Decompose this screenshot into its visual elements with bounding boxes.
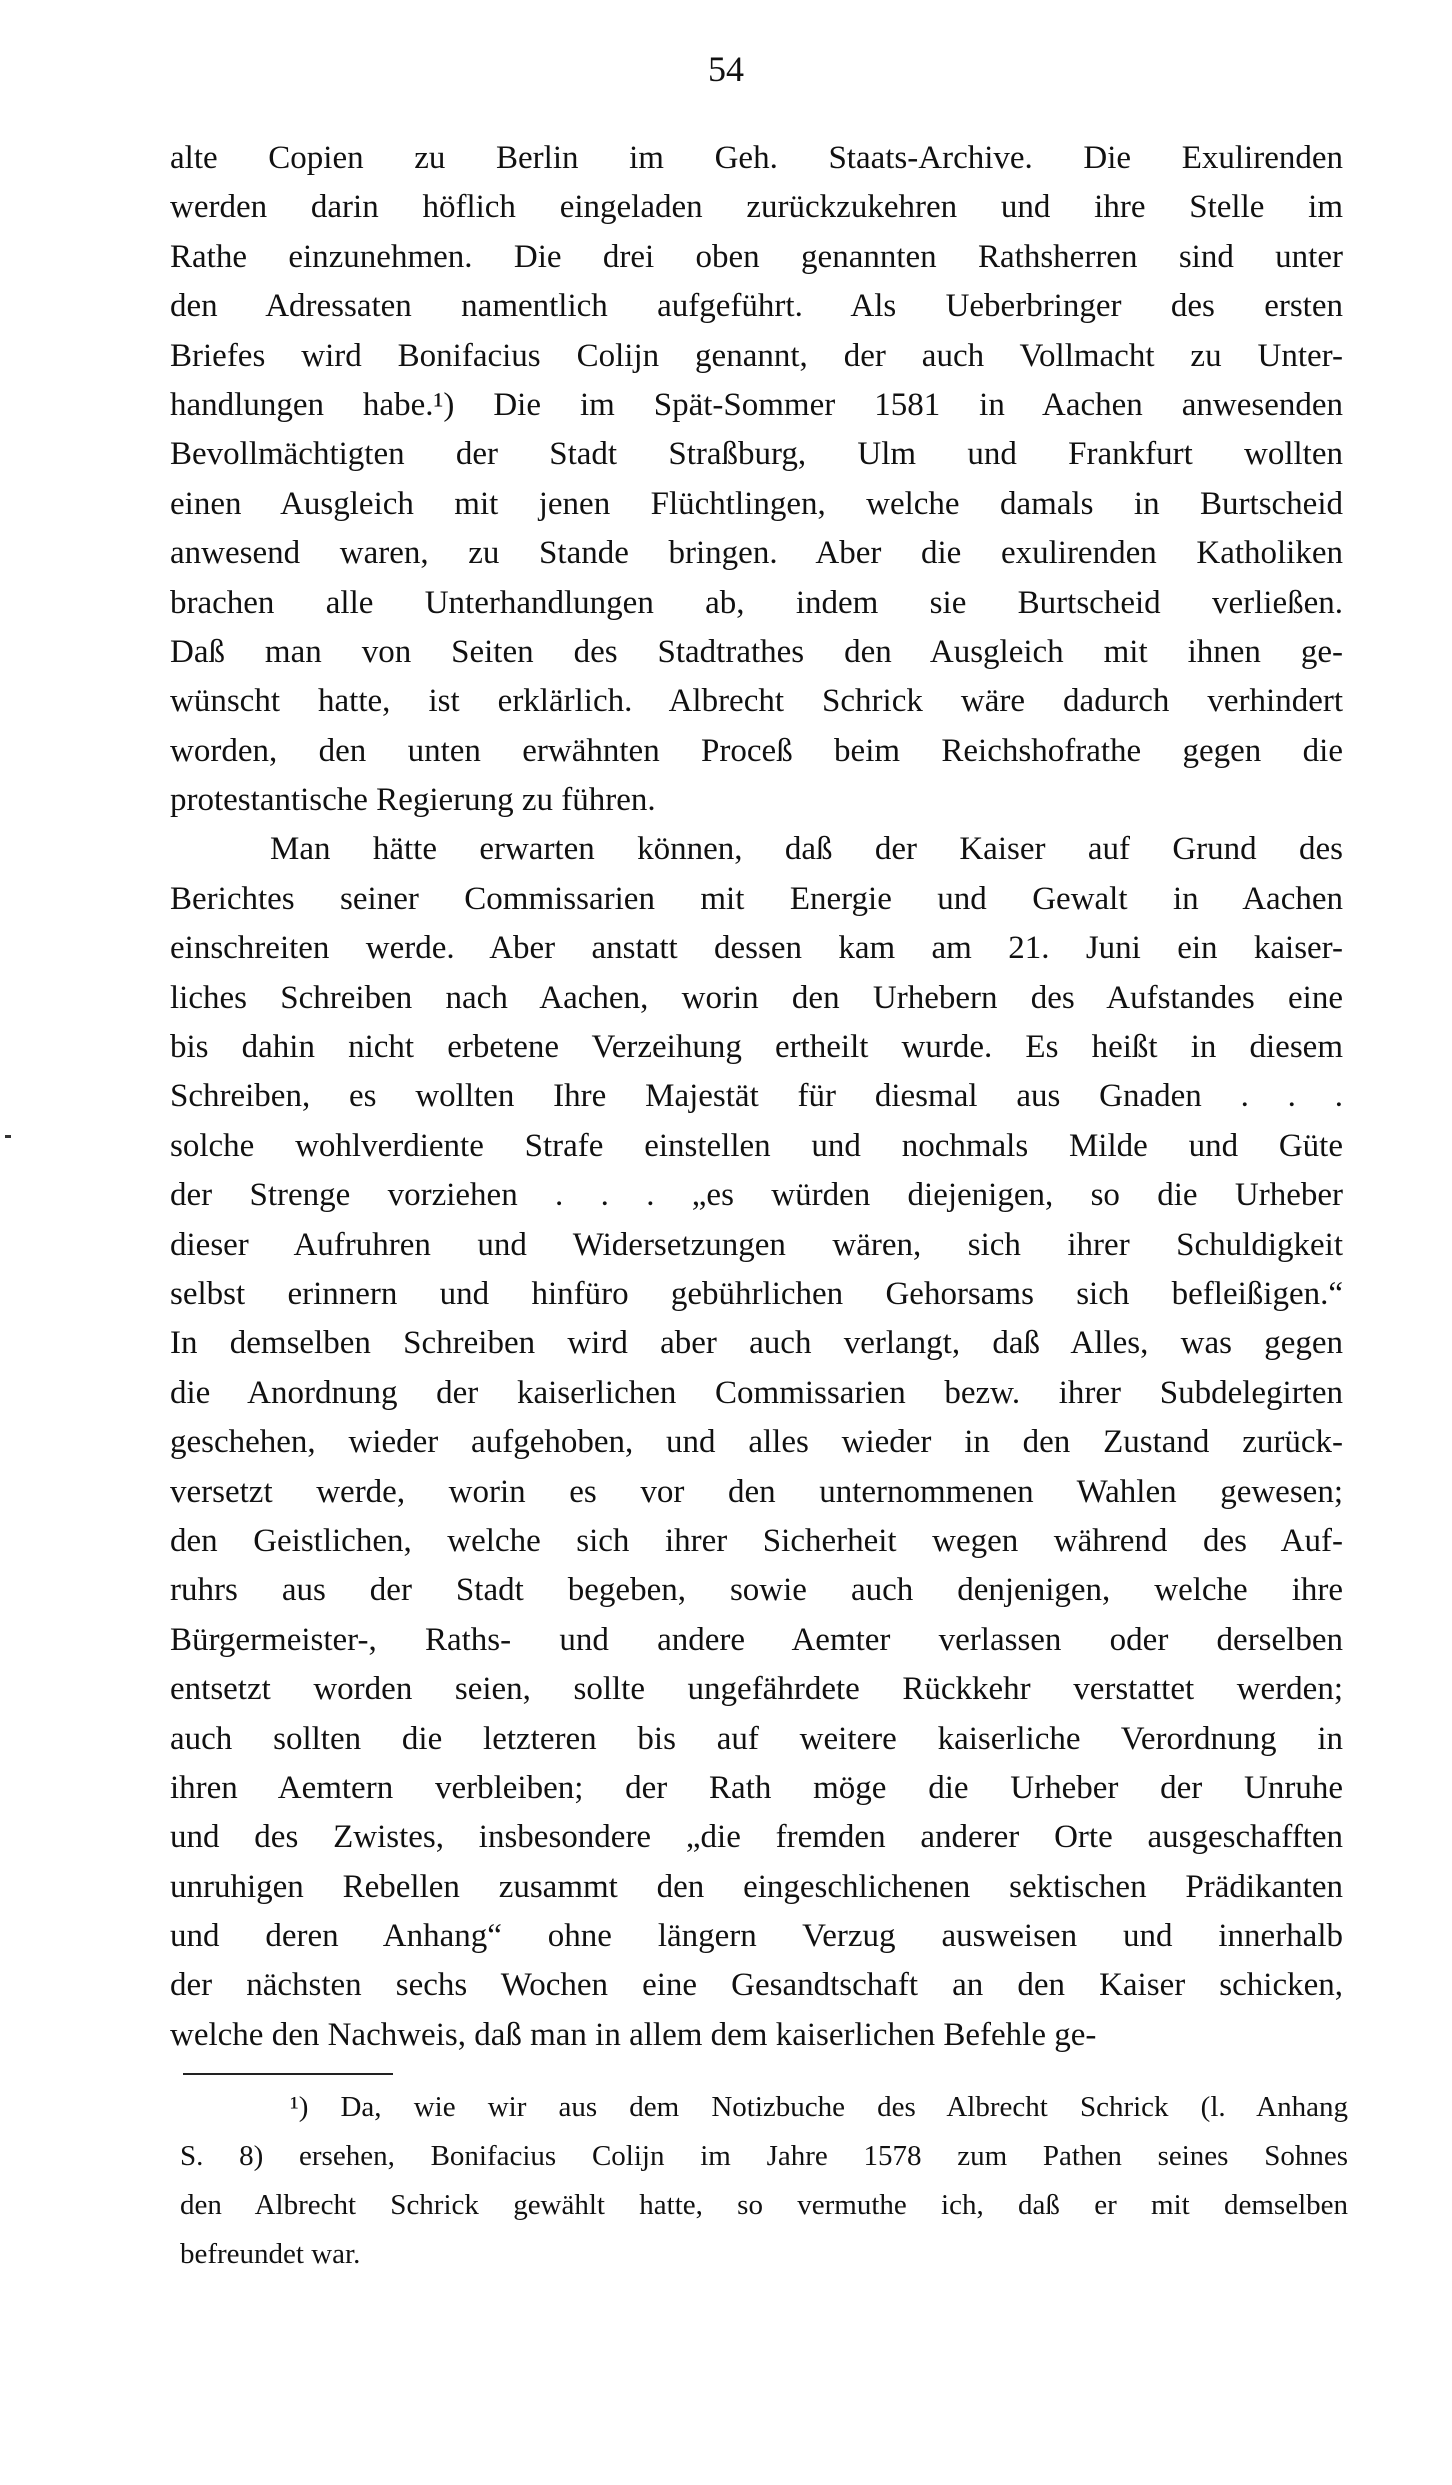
text-line: alte Copien zu Berlin im Geh. Staats-Archive. Die Exulirenden <box>170 140 1343 176</box>
text-line: wünscht hatte, ist erklärlich. Albrecht Schrick wäre dadurch verhindert <box>170 683 1343 720</box>
text-line: selbst erinnern und hinfüro gebührlichen Gehorsams sich befleißigen.“ <box>170 1275 1343 1312</box>
text-line: liches Schreiben nach Aachen, worin den Urhebern des Aufstandes eine <box>170 979 1343 1016</box>
text-line: dieser Aufruhren und Widersetzungen wären, sich ihrer Schuldigkeit <box>170 1226 1343 1263</box>
text-line: versetzt werde, worin es vor den unternommenen Wahlen gewesen; <box>170 1473 1343 1510</box>
text-line: welche den Nachweis, daß man in allem dem kaiserlichen Befehle ge- <box>170 2016 1097 2053</box>
text-line: Bevollmächtigten der Stadt Straßburg, Ulm und Frankfurt wollten <box>170 436 1343 473</box>
text-line: auch sollten die letzteren bis auf weitere kaiserliche Verordnung in <box>170 1720 1343 1757</box>
text-line: einen Ausgleich mit jenen Flüchtlingen, welche damals in Burtscheid <box>170 485 1343 522</box>
text-line: solche wohlverdiente Strafe einstellen und nochmals Milde und Güte <box>170 1127 1343 1164</box>
text-line: Daß man von Seiten des Stadtrathes den Ausgleich mit ihnen ge- <box>170 633 1343 670</box>
text-line: der Strenge vorziehen . . . „es würden diejenigen, so die Urheber <box>170 1177 1343 1214</box>
text-line: In demselben Schreiben wird aber auch verlangt, daß Alles, was gegen <box>170 1325 1343 1362</box>
text-line: ihren Aemtern verbleiben; der Rath möge die Urheber der Unruhe <box>170 1769 1343 1806</box>
text-line: brachen alle Unterhandlungen ab, indem sie Burtscheid verließen. <box>170 584 1343 621</box>
footnote-line: befreundet war. <box>180 2238 361 2270</box>
text-line: bis dahin nicht erbetene Verzeihung ertheilt wurde. Es heißt in diesem <box>170 1029 1343 1066</box>
text-line: entsetzt worden seien, sollte ungefährdete Rückkehr verstattet werden; <box>170 1671 1343 1708</box>
text-line: Schreiben, es wollten Ihre Majestät für diesmal aus Gnaden . . . <box>170 1078 1343 1115</box>
footnote-line: S. 8) ersehen, Bonifacius Colijn im Jahre 1578 zum Pathen seines Sohnes <box>180 2140 1348 2172</box>
text-line: Man hätte erwarten können, daß der Kaiser auf Grund des <box>270 831 1343 868</box>
text-line: den Geistlichen, welche sich ihrer Sicherheit wegen während des Auf- <box>170 1522 1343 1559</box>
page-number: 54 <box>708 49 744 89</box>
text-line: den Adressaten namentlich aufgeführt. Als Ueberbringer des ersten <box>170 288 1343 325</box>
text-line: einschreiten werde. Aber anstatt dessen kam am 21. Juni ein kaiser- <box>170 930 1343 967</box>
text-line: protestantische Regierung zu führen. <box>170 782 656 819</box>
text-line: Rathe einzunehmen. Die drei oben genannten Rathsherren sind unter <box>170 238 1343 275</box>
text-line: handlungen habe.¹) Die im Spät-Sommer 1581 in Aachen anwesenden <box>170 386 1343 423</box>
text-line: Berichtes seiner Commissarien mit Energie und Gewalt in Aachen <box>170 880 1343 917</box>
margin-mark <box>5 1135 11 1138</box>
text-line: die Anordnung der kaiserlichen Commissarien bezw. ihrer Subdelegirten <box>170 1374 1343 1411</box>
footnote-line: ¹) Da, wie wir aus dem Notizbuche des Albrecht Schrick (l. Anhang <box>290 2091 1348 2123</box>
text-line: werden darin höflich eingeladen zurückzukehren und ihre Stelle im <box>170 189 1343 226</box>
footnotes <box>180 2083 1348 2279</box>
footnote-line: den Albrecht Schrick gewählt hatte, so vermuthe ich, daß er mit demselben <box>180 2189 1348 2221</box>
text-line: unruhigen Rebellen zusammt den eingeschlichenen sektischen Prädikanten <box>170 1868 1343 1905</box>
text-line: anwesend waren, zu Stande bringen. Aber die exulirenden Katholiken <box>170 535 1343 572</box>
main-text <box>170 134 1343 2060</box>
text-line: geschehen, wieder aufgehoben, und alles wieder in den Zustand zurück- <box>170 1424 1343 1461</box>
text-line: Briefes wird Bonifacius Colijn genannt, der auch Vollmacht zu Unter- <box>170 337 1343 374</box>
text-line: ruhrs aus der Stadt begeben, sowie auch denjenigen, welche ihre <box>170 1572 1343 1609</box>
text-line: der nächsten sechs Wochen eine Gesandtschaft an den Kaiser schicken, <box>170 1967 1343 2004</box>
text-line: Bürgermeister-, Raths- und andere Aemter verlassen oder derselben <box>170 1621 1343 1658</box>
text-line: und deren Anhang“ ohne längern Verzug ausweisen und innerhalb <box>170 1918 1343 1955</box>
footnote-divider <box>183 2073 393 2075</box>
text-line: worden, den unten erwähnten Proceß beim Reichshofrathe gegen die <box>170 732 1343 769</box>
text-line: und des Zwistes, insbesondere „die fremden anderer Orte ausgeschafften <box>170 1819 1343 1856</box>
